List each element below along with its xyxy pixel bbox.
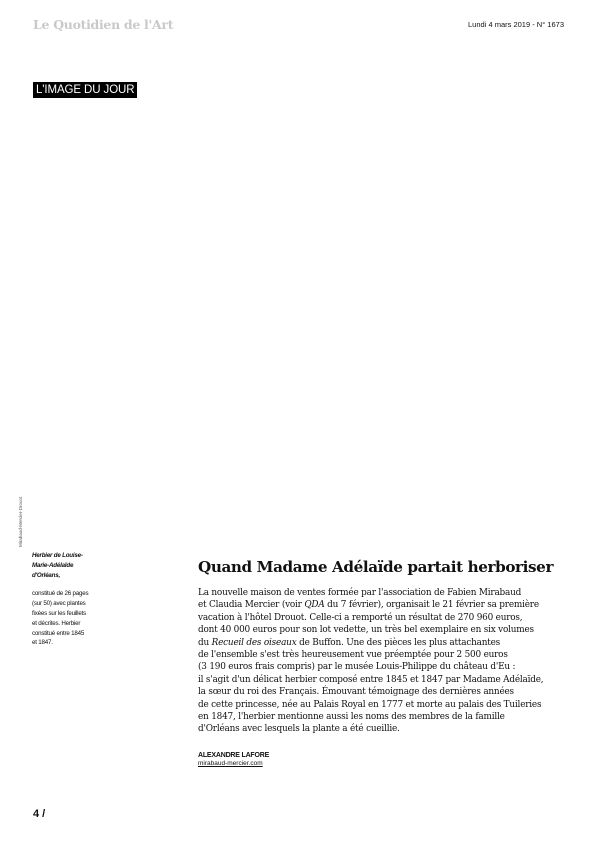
body-text-run: et Claudia Mercier (voir bbox=[198, 600, 305, 611]
body-text-run: de Buffon. Une des pièces les plus attachantes bbox=[296, 637, 501, 648]
caption-text bbox=[32, 589, 108, 648]
italic-reference: Recueil des oiseaux bbox=[211, 637, 297, 648]
caption-text-line: et décrites. Herbier bbox=[32, 619, 81, 627]
body-text-run: de cette princesse, née au Palais Royal en 1777 et morte au palais des Tuileries bbox=[198, 699, 542, 710]
page-number: 4 / bbox=[33, 808, 46, 820]
body-text-run: du bbox=[198, 637, 212, 648]
italic-reference: QDA bbox=[304, 600, 325, 611]
caption-title-line: Marie-Adélaïde bbox=[32, 561, 74, 569]
article-body-line bbox=[198, 612, 570, 624]
caption-text-line: fixées sur les feuillets bbox=[32, 609, 87, 617]
article-body-line bbox=[198, 686, 570, 698]
article-body-line bbox=[198, 624, 570, 636]
article-body-line bbox=[198, 711, 570, 723]
caption-text-line: (sur 50) avec plantes bbox=[32, 600, 86, 608]
caption-text-line: constitué entre 1845 bbox=[32, 629, 85, 637]
body-text-run: d'Orléans avec lesquels la plante a été cueillie. bbox=[198, 724, 400, 735]
article-body-line bbox=[198, 661, 570, 673]
body-text-run: (3 190 euros frais compris) par le musée Louis-Philippe du château d'Eu : bbox=[198, 662, 516, 673]
body-text-run: il s'agit d'un délicat herbier composé entre 1845 et 1847 par Madame Adélaïde, bbox=[198, 674, 544, 685]
caption-text-line: et 1847. bbox=[32, 639, 53, 647]
body-text-run: de l'ensemble s'est très heureusement vue préemptée pour 2 500 euros bbox=[198, 650, 508, 661]
masthead-logo: Le Quotidien de l'Art bbox=[33, 17, 174, 32]
image-caption bbox=[32, 551, 108, 648]
caption-title bbox=[32, 551, 108, 580]
section-label: L'IMAGE DU JOUR bbox=[33, 82, 137, 98]
article-body-line bbox=[198, 599, 570, 611]
photo-credit: Mirabaud-Mercier-Drouot bbox=[18, 496, 23, 547]
body-text-run: La nouvelle maison de ventes formée par l'association de Fabien Mirabaud bbox=[198, 588, 522, 598]
article-author: ALEXANDRE LAFORE bbox=[198, 752, 270, 759]
body-text-run: vacation à l'hôtel Drouot. Celle-ci a remporté un résultat de 270 960 euros, bbox=[198, 612, 523, 623]
article-headline: Quand Madame Adélaïde partait herboriser bbox=[198, 558, 554, 576]
body-text-run: dont 40 000 euros pour son lot vedette, un très bel exemplaire en six volumes bbox=[198, 625, 534, 636]
issue-date: Lundi 4 mars 2019 - N° 1673 bbox=[468, 20, 564, 29]
caption-title-line: d'Orléans, bbox=[32, 571, 61, 579]
article-body-line bbox=[198, 637, 570, 649]
source-link[interactable]: mirabaud-mercier.com bbox=[198, 760, 263, 767]
body-text-run: la sœur du roi des Français. Émouvant témoignage des dernières années bbox=[198, 687, 514, 698]
article-body-line bbox=[198, 649, 570, 661]
caption-title-line: Herbier de Louise- bbox=[32, 552, 83, 559]
article-body-line bbox=[198, 587, 570, 599]
article-body-line bbox=[198, 674, 570, 686]
caption-text-line: constitué de 26 pages bbox=[32, 590, 89, 598]
article-body-line bbox=[198, 723, 570, 735]
article-body bbox=[198, 587, 570, 736]
body-text-run: du 7 février), organisait le 21 février sa première bbox=[324, 600, 539, 611]
body-text-run: en 1847, l'herbier mentionne aussi les noms des membres de la famille bbox=[198, 712, 505, 723]
article-body-line bbox=[198, 699, 570, 711]
